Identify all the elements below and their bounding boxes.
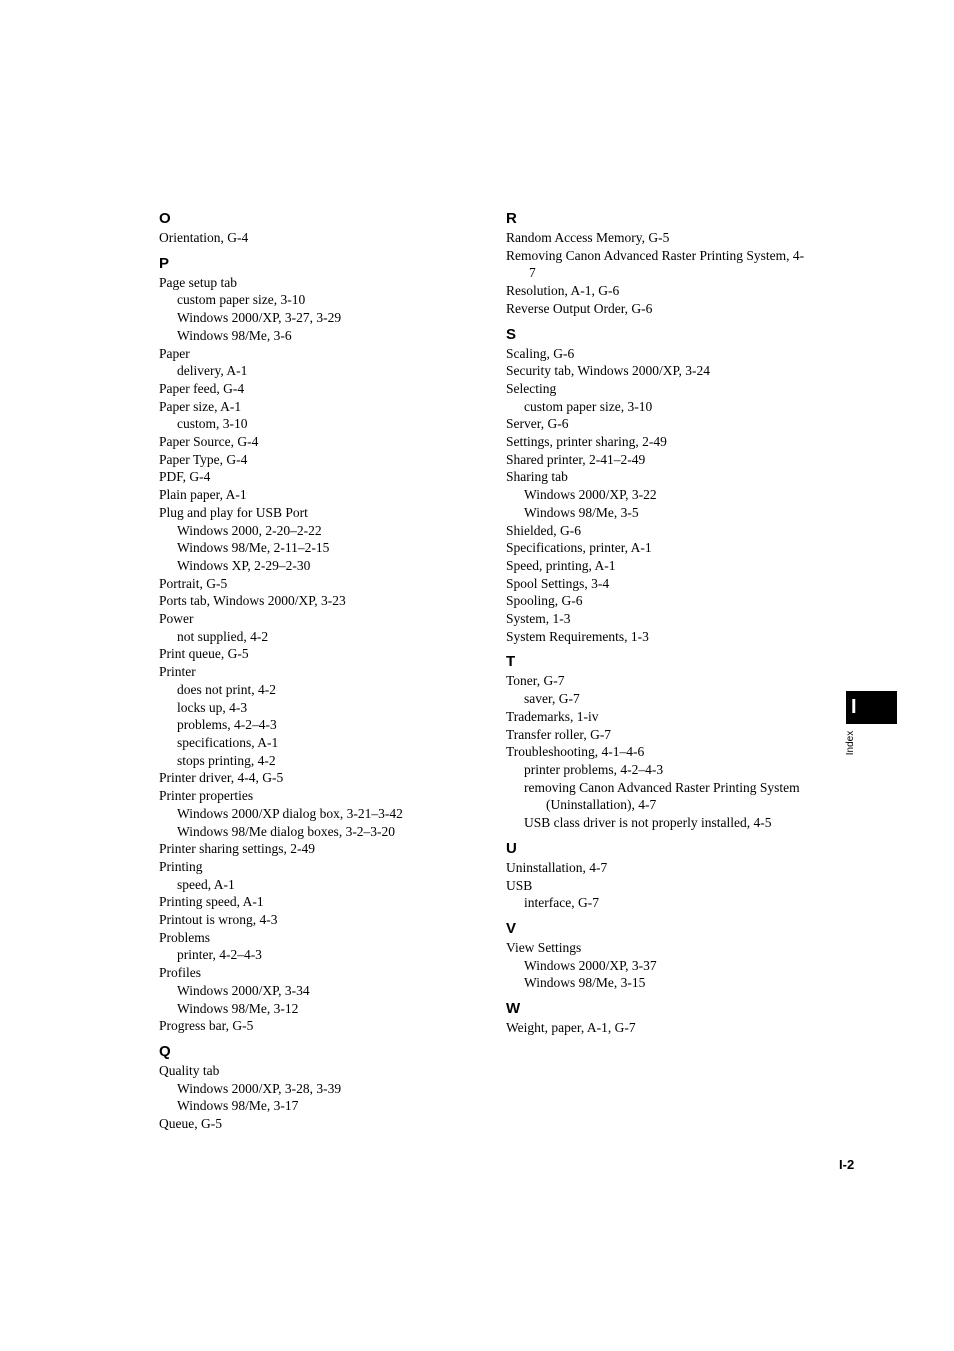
index-subentry: Windows 98/Me, 3-17 xyxy=(177,1098,299,1114)
index-entry: Profiles xyxy=(159,965,201,981)
index-subentry: custom paper size, 3-10 xyxy=(177,292,306,308)
index-entry: Printout is wrong, 4-3 xyxy=(159,912,278,928)
index-entry: Plug and play for USB Port xyxy=(159,504,308,520)
index-subentry: custom, 3-10 xyxy=(177,416,248,432)
index-entry: Specifications, printer, A-1 xyxy=(506,540,652,556)
index-subentry: Windows XP, 2-29–2-30 xyxy=(177,557,311,573)
index-subentry: printer, 4-2–4-3 xyxy=(177,947,262,963)
index-subentry: does not print, 4-2 xyxy=(177,681,276,697)
index-subentry: specifications, A-1 xyxy=(177,734,279,750)
section-letter: P xyxy=(159,254,170,272)
index-entry: Paper Source, G-4 xyxy=(159,434,259,450)
index-entry: Paper xyxy=(159,345,190,361)
index-subentry: not supplied, 4-2 xyxy=(177,628,269,644)
index-subentry: removing Canon Advanced Raster Printing System xyxy=(524,779,800,795)
index-entry: Weight, paper, A-1, G-7 xyxy=(506,1020,636,1036)
index-subentry: Windows 98/Me, 2-11–2-15 xyxy=(177,540,330,556)
index-entry: (Uninstallation), 4-7 xyxy=(546,797,657,813)
index-entry: Paper feed, G-4 xyxy=(159,380,245,396)
index-entry: System, 1-3 xyxy=(506,611,571,627)
index-subentry: Windows 2000/XP, 3-28, 3-39 xyxy=(177,1080,342,1096)
index-entry: Ports tab, Windows 2000/XP, 3-23 xyxy=(159,593,346,609)
index-section-v xyxy=(506,918,836,992)
section-letter: W xyxy=(506,1000,521,1018)
index-section-u xyxy=(506,838,836,912)
index-entry: Shared printer, 2-41–2-49 xyxy=(506,451,646,467)
section-letter: S xyxy=(506,325,517,343)
index-subentry: Windows 2000/XP, 3-27, 3-29 xyxy=(177,310,342,326)
index-entry: Page setup tab xyxy=(159,274,237,290)
index-entry: Quality tab xyxy=(159,1062,220,1078)
index-section-r xyxy=(506,208,836,318)
index-subentry: saver, G-7 xyxy=(524,691,580,707)
index-section-w xyxy=(506,998,836,1037)
index-subentry: USB class driver is not properly installed, 4-5 xyxy=(524,815,772,831)
index-entry: Uninstallation, 4-7 xyxy=(506,859,608,875)
section-letter: T xyxy=(506,653,516,671)
index-entry: Problems xyxy=(159,929,211,945)
index-subentry: locks up, 4-3 xyxy=(177,699,248,715)
index-entry: Reverse Output Order, G-6 xyxy=(506,300,653,316)
section-letter: U xyxy=(506,839,517,857)
index-entry: Spooling, G-6 xyxy=(506,593,583,609)
index-subentry: problems, 4-2–4-3 xyxy=(177,717,277,733)
index-entry: Orientation, G-4 xyxy=(159,230,249,245)
index-entry: Paper size, A-1 xyxy=(159,398,242,414)
index-entry: Print queue, G-5 xyxy=(159,646,249,662)
index-subentry: interface, G-7 xyxy=(524,895,599,911)
index-subentry: Windows 98/Me dialog boxes, 3-2–3-20 xyxy=(177,823,396,839)
index-subentry: Windows 98/Me, 3-15 xyxy=(524,975,646,991)
index-entry: Plain paper, A-1 xyxy=(159,487,247,503)
index-tab-label: Index xyxy=(845,730,856,756)
index-column-left xyxy=(159,208,489,1139)
index-column-right xyxy=(506,208,836,1043)
index-entry: Trademarks, 1-iv xyxy=(506,708,599,724)
index-entry: Random Access Memory, G-5 xyxy=(506,230,670,245)
index-entry: Shielded, G-6 xyxy=(506,522,581,538)
index-subentry: Windows 2000/XP, 3-34 xyxy=(177,982,310,998)
index-entry: Paper Type, G-4 xyxy=(159,451,248,467)
index-section-q xyxy=(159,1041,489,1133)
index-subentry: printer problems, 4-2–4-3 xyxy=(524,761,664,777)
index-entry: Printing xyxy=(159,858,203,874)
page-number: I-2 xyxy=(839,1157,855,1172)
index-entry: Spool Settings, 3-4 xyxy=(506,575,610,591)
index-entry: Progress bar, G-5 xyxy=(159,1018,254,1034)
section-letter: O xyxy=(159,210,171,227)
index-subentry: delivery, A-1 xyxy=(177,363,248,379)
section-letter: R xyxy=(506,210,517,227)
section-letter: V xyxy=(506,919,517,937)
index-subentry: Windows 98/Me, 3-6 xyxy=(177,327,292,343)
index-subentry: Windows 2000/XP, 3-22 xyxy=(524,487,657,503)
index-section-tab: I xyxy=(846,691,897,724)
index-entry: Toner, G-7 xyxy=(506,673,565,689)
index-subentry: Windows 2000/XP dialog box, 3-21–3-42 xyxy=(177,805,403,821)
index-entry: Printing speed, A-1 xyxy=(159,894,264,910)
index-entry: Printer sharing settings, 2-49 xyxy=(159,841,315,857)
index-section-p xyxy=(159,253,489,1035)
index-entry: Printer properties xyxy=(159,788,254,804)
index-entry: Selecting xyxy=(506,380,557,396)
index-section-s xyxy=(506,324,836,646)
index-entry: Settings, printer sharing, 2-49 xyxy=(506,434,667,450)
index-entry: Speed, printing, A-1 xyxy=(506,557,616,573)
index-entry: Troubleshooting, 4-1–4-6 xyxy=(506,744,645,760)
index-entry: Queue, G-5 xyxy=(159,1116,222,1132)
index-subentry: speed, A-1 xyxy=(177,876,235,892)
index-subentry: Windows 98/Me, 3-5 xyxy=(524,504,639,520)
index-entry: View Settings xyxy=(506,939,582,955)
section-letter: Q xyxy=(159,1042,171,1060)
index-entry: Security tab, Windows 2000/XP, 3-24 xyxy=(506,363,710,379)
index-section-o xyxy=(159,208,489,247)
index-subentry: Windows 2000, 2-20–2-22 xyxy=(177,522,322,538)
index-entry: Resolution, A-1, G-6 xyxy=(506,283,620,299)
index-entry: PDF, G-4 xyxy=(159,469,211,485)
index-entry: Portrait, G-5 xyxy=(159,575,228,591)
index-section-t xyxy=(506,651,836,831)
index-entry: Scaling, G-6 xyxy=(506,345,575,361)
index-entry: Transfer roller, G-7 xyxy=(506,726,612,742)
index-subentry: custom paper size, 3-10 xyxy=(524,398,653,414)
index-subentry: Windows 2000/XP, 3-37 xyxy=(524,957,657,973)
index-entry: USB xyxy=(506,877,533,893)
index-entry: Printer driver, 4-4, G-5 xyxy=(159,770,284,786)
index-entry: System Requirements, 1-3 xyxy=(506,628,649,644)
index-entry: 7 xyxy=(529,265,536,281)
index-entry: Removing Canon Advanced Raster Printing System, 4- xyxy=(506,247,805,263)
index-subentry: stops printing, 4-2 xyxy=(177,752,276,768)
index-entry: Power xyxy=(159,611,194,627)
index-entry: Server, G-6 xyxy=(506,416,569,432)
index-entry: Sharing tab xyxy=(506,469,568,485)
index-subentry: Windows 98/Me, 3-12 xyxy=(177,1000,299,1016)
index-entry: Printer xyxy=(159,664,196,680)
